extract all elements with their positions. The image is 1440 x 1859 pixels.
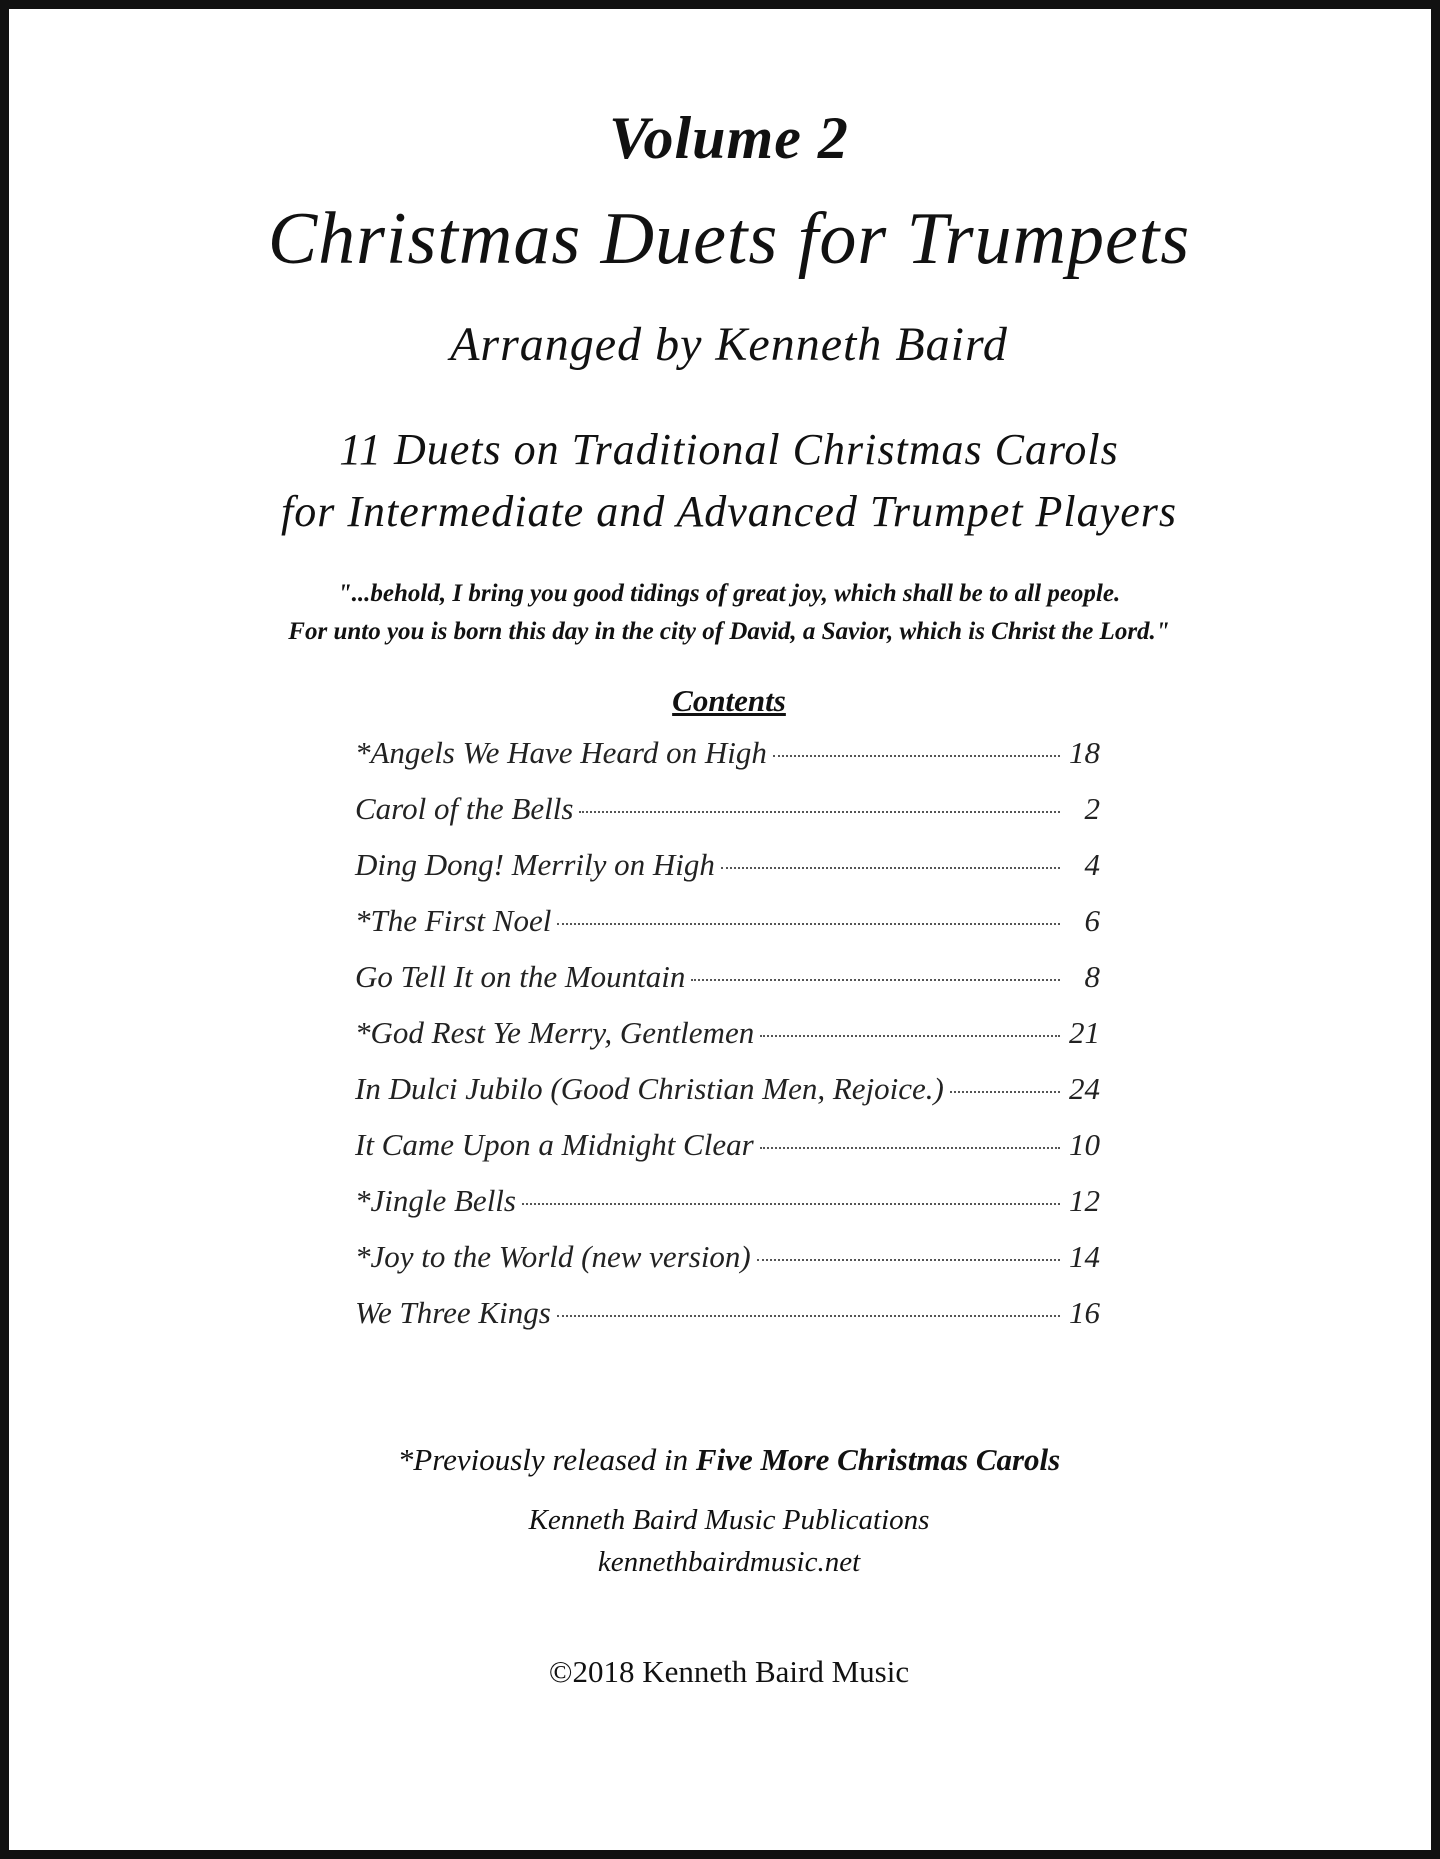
quote-line-2: For unto you is born this day in the city of David, a Savior, which is Christ the Lord.": [288, 618, 1170, 645]
toc-entry-page: 10: [1069, 1127, 1100, 1162]
arranger-credit: Arranged by Kenneth Baird: [450, 318, 1008, 371]
volume-heading: Volume 2: [609, 105, 849, 171]
dot-leader: [760, 1147, 1060, 1149]
dot-leader: [522, 1203, 1060, 1205]
toc-entry-page: 14: [1069, 1239, 1100, 1274]
toc-entry-title: In Dulci Jubilo (Good Christian Men, Rejoice.): [355, 1071, 944, 1106]
toc-entry: [355, 1183, 1100, 1239]
toc-entry-title: It Came Upon a Midnight Clear: [355, 1127, 754, 1162]
toc-entry-page: 24: [1069, 1071, 1100, 1106]
toc-entry-title: Ding Dong! Merrily on High: [355, 847, 715, 882]
toc-entry-page: 16: [1069, 1295, 1100, 1330]
publisher-name: Kenneth Baird Music Publications: [528, 1504, 930, 1536]
dot-leader: [557, 923, 1060, 925]
subtitle-line-1: 11 Duets on Traditional Christmas Carols: [339, 425, 1119, 474]
toc-entry-page: 4: [1084, 847, 1100, 882]
toc-entry: [355, 1239, 1100, 1295]
toc-entry: [355, 1015, 1100, 1071]
publisher-website: kennethbairdmusic.net: [597, 1546, 861, 1578]
publisher-block: [9, 1499, 1440, 1583]
toc-entry-title: Carol of the Bells: [355, 791, 574, 826]
toc-entry: [355, 959, 1100, 1015]
toc-entry-title: *God Rest Ye Merry, Gentlemen: [355, 1015, 755, 1050]
toc-entry: [355, 1071, 1100, 1127]
toc-entry-page: 8: [1084, 959, 1100, 994]
toc-entry-title: *Joy to the World (new version): [355, 1239, 751, 1274]
toc-entry: [355, 847, 1100, 903]
dot-leader: [773, 755, 1060, 757]
toc-entry: [355, 735, 1100, 791]
toc-entry-page: 18: [1069, 735, 1100, 770]
toc-entry-page: 21: [1069, 1015, 1100, 1050]
toc-entry: [355, 791, 1100, 847]
book-title: Christmas Duets for Trumpets: [267, 198, 1191, 280]
footnote-book-title: Five More Christmas Carols: [695, 1442, 1061, 1477]
footnote-prefix: *Previously released in: [397, 1442, 689, 1477]
toc-entry: [355, 903, 1100, 959]
quote-line-1: "...behold, I bring you good tidings of great joy, which shall be to all people.: [337, 580, 1121, 607]
dot-leader: [757, 1259, 1060, 1261]
toc-entry-title: *Jingle Bells: [355, 1183, 516, 1218]
table-of-contents: [355, 735, 1100, 1351]
toc-entry-title: *Angels We Have Heard on High: [355, 735, 767, 770]
subtitle: [9, 419, 1440, 543]
dot-leader: [950, 1091, 1060, 1093]
contents-heading: Contents: [672, 683, 786, 718]
scripture-quote: [9, 575, 1440, 651]
toc-entry-page: 2: [1084, 791, 1100, 826]
previously-released-note: [9, 1442, 1440, 1478]
dot-leader: [691, 979, 1060, 981]
subtitle-line-2: for Intermediate and Advanced Trumpet Players: [281, 487, 1177, 536]
dot-leader: [579, 811, 1060, 813]
toc-entry-page: 6: [1084, 903, 1100, 938]
dot-leader: [557, 1315, 1060, 1317]
toc-entry-title: We Three Kings: [355, 1295, 551, 1330]
toc-entry-title: Go Tell It on the Mountain: [355, 959, 686, 994]
toc-entry-title: *The First Noel: [355, 903, 552, 938]
dot-leader: [760, 1035, 1060, 1037]
toc-entry-page: 12: [1069, 1183, 1100, 1218]
copyright-notice: ©2018 Kenneth Baird Music: [548, 1654, 910, 1689]
dot-leader: [721, 867, 1060, 869]
toc-entry: [355, 1127, 1100, 1183]
toc-entry: [355, 1295, 1100, 1351]
